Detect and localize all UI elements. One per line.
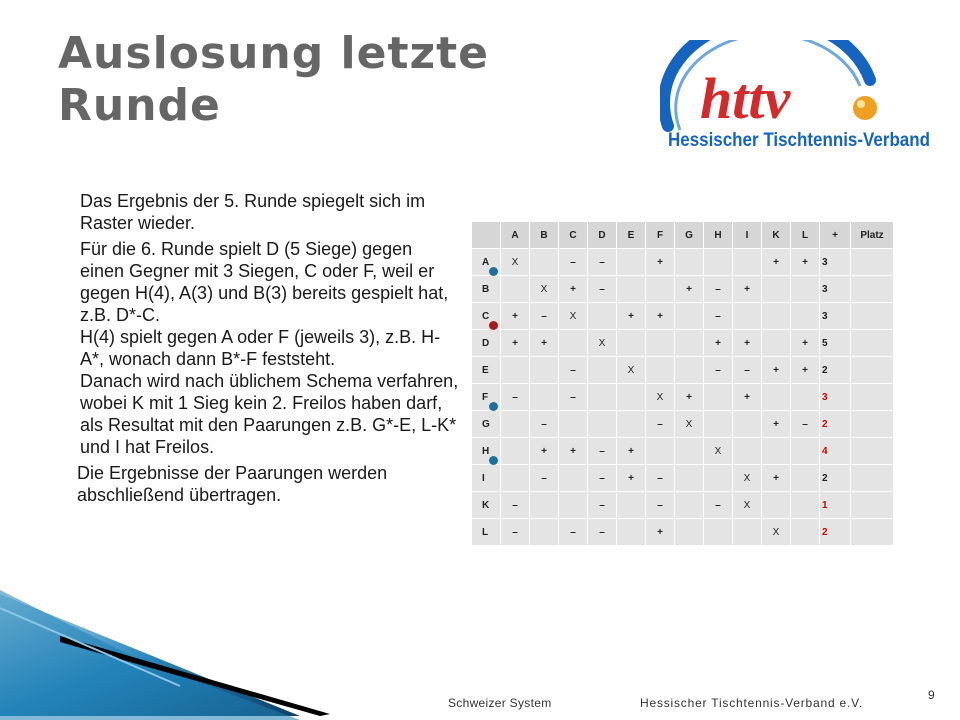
row-label: L [472, 519, 501, 546]
result-cell [617, 411, 646, 438]
result-cell: – [530, 465, 559, 492]
column-header: D [588, 222, 617, 249]
result-cell [704, 411, 733, 438]
result-cell: + [733, 276, 762, 303]
httv-logo [660, 40, 940, 160]
result-cell: – [501, 492, 530, 519]
row-label: G [472, 411, 501, 438]
result-cell [733, 303, 762, 330]
result-cell: – [530, 303, 559, 330]
platz-cell [851, 411, 894, 438]
result-cell [559, 465, 588, 492]
table-row [472, 438, 894, 465]
result-cell: – [646, 465, 675, 492]
result-cell [675, 249, 704, 276]
result-cell [530, 492, 559, 519]
result-cell [617, 276, 646, 303]
table-row [472, 492, 894, 519]
result-cell: + [675, 384, 704, 411]
result-cell [704, 249, 733, 276]
footer-left: Schweizer System [448, 696, 552, 710]
result-cell: – [501, 519, 530, 546]
column-header: H [704, 222, 733, 249]
result-cell [617, 519, 646, 546]
row-label: F [472, 384, 501, 411]
grid-header-row [472, 222, 894, 249]
result-cell [530, 519, 559, 546]
result-cell [617, 384, 646, 411]
result-cell: + [791, 330, 820, 357]
result-cell: + [791, 249, 820, 276]
result-cell [762, 438, 791, 465]
result-cell: X [501, 249, 530, 276]
column-header: G [675, 222, 704, 249]
result-cell [530, 357, 559, 384]
result-cell: + [791, 357, 820, 384]
points-cell: 3 [820, 303, 851, 330]
result-cell [588, 357, 617, 384]
result-cell: – [588, 465, 617, 492]
paragraph: Das Ergebnis der 5. Runde spiegelt sich im Raster wieder. [80, 191, 426, 233]
result-cell [762, 330, 791, 357]
result-cell: – [704, 492, 733, 519]
table-row [472, 411, 894, 438]
column-header: E [617, 222, 646, 249]
result-cell [617, 249, 646, 276]
result-cell [675, 465, 704, 492]
result-cell [733, 438, 762, 465]
result-cell [762, 276, 791, 303]
points-cell: 3 [820, 276, 851, 303]
result-cell [588, 384, 617, 411]
result-cell: + [646, 303, 675, 330]
result-cell: X [675, 411, 704, 438]
result-cell [501, 438, 530, 465]
result-cell [501, 411, 530, 438]
result-cell: + [762, 357, 791, 384]
column-header: B [530, 222, 559, 249]
result-cell: + [675, 276, 704, 303]
result-cell [791, 492, 820, 519]
platz-cell [851, 465, 894, 492]
platz-cell [851, 303, 894, 330]
result-cell: + [733, 384, 762, 411]
result-cell [675, 519, 704, 546]
paragraph: Die Ergebnisse der Paarungen werden abschließend übertragen. [77, 463, 388, 505]
result-cell [588, 411, 617, 438]
result-cell: – [646, 492, 675, 519]
row-label: D [472, 330, 501, 357]
result-cell: X [559, 303, 588, 330]
result-cell: – [704, 357, 733, 384]
result-cell: X [617, 357, 646, 384]
column-header: A [501, 222, 530, 249]
column-header: K [762, 222, 791, 249]
result-cell: + [646, 519, 675, 546]
result-cell: – [733, 357, 762, 384]
result-cell: + [646, 249, 675, 276]
result-cell: – [588, 249, 617, 276]
result-cell: X [733, 492, 762, 519]
result-cell: – [530, 411, 559, 438]
result-cell: – [588, 519, 617, 546]
decorative-swoosh [0, 590, 360, 720]
row-label: I [472, 465, 501, 492]
result-cell: + [704, 330, 733, 357]
result-cell: – [588, 276, 617, 303]
result-cell: – [559, 519, 588, 546]
column-header: Platz [851, 222, 894, 249]
result-cell: + [617, 438, 646, 465]
table-row [472, 330, 894, 357]
platz-cell [851, 357, 894, 384]
result-cell [501, 357, 530, 384]
result-cell: + [762, 249, 791, 276]
table-row [472, 357, 894, 384]
result-cell [530, 384, 559, 411]
result-cell: X [588, 330, 617, 357]
row-label: E [472, 357, 501, 384]
result-cell [704, 519, 733, 546]
result-cell: – [588, 492, 617, 519]
points-cell: 5 [820, 330, 851, 357]
points-cell: 2 [820, 519, 851, 546]
result-cell: X [733, 465, 762, 492]
result-cell [559, 411, 588, 438]
result-cell [791, 465, 820, 492]
points-cell: 4 [820, 438, 851, 465]
page-number: 9 [928, 688, 935, 702]
result-cell [762, 384, 791, 411]
row-label: A [472, 249, 501, 276]
table-row [472, 276, 894, 303]
result-cell [646, 357, 675, 384]
result-cell: + [530, 438, 559, 465]
points-cell: 3 [820, 384, 851, 411]
result-cell [762, 492, 791, 519]
row-label: K [472, 492, 501, 519]
logo-wordmark: httv [700, 66, 791, 131]
column-header: L [791, 222, 820, 249]
result-cell [675, 438, 704, 465]
column-header: I [733, 222, 762, 249]
result-cell: – [501, 384, 530, 411]
result-cell [733, 519, 762, 546]
result-cell [501, 465, 530, 492]
footer-right: Hessischer Tischtennis-Verband e.V. [640, 696, 863, 710]
result-cell: + [501, 330, 530, 357]
result-cell: + [501, 303, 530, 330]
result-cell [791, 519, 820, 546]
column-header: F [646, 222, 675, 249]
result-cell: X [704, 438, 733, 465]
points-cell: 2 [820, 465, 851, 492]
result-cell: + [559, 438, 588, 465]
result-cell [675, 492, 704, 519]
result-cell [617, 492, 646, 519]
result-cell [646, 330, 675, 357]
platz-cell [851, 384, 894, 411]
result-cell [762, 303, 791, 330]
result-cell: – [646, 411, 675, 438]
result-cell [646, 438, 675, 465]
result-cell [791, 384, 820, 411]
logo-subtitle: Hessischer Tischtennis-Verband [668, 129, 930, 151]
result-cell [733, 411, 762, 438]
result-cell: + [559, 276, 588, 303]
platz-cell [851, 330, 894, 357]
result-cell [791, 276, 820, 303]
result-cell [791, 438, 820, 465]
result-cell [675, 357, 704, 384]
result-cell: + [733, 330, 762, 357]
logo-ball-icon [853, 96, 877, 120]
result-cell: – [704, 276, 733, 303]
platz-cell [851, 276, 894, 303]
page-title: Auslosung letzte Runde [58, 28, 489, 131]
points-cell: 2 [820, 411, 851, 438]
result-cell: + [762, 465, 791, 492]
table-row [472, 519, 894, 546]
result-grid [471, 221, 894, 546]
result-cell [675, 330, 704, 357]
result-cell [704, 384, 733, 411]
paragraph: H(4) spielt gegen A oder F (jeweils 3), z.B. H-A*, wonach dann B*-F feststeht. [80, 327, 441, 369]
row-label: B [472, 276, 501, 303]
body-text [77, 190, 460, 510]
table-row [472, 384, 894, 411]
platz-cell [851, 492, 894, 519]
result-cell: + [762, 411, 791, 438]
result-cell [675, 303, 704, 330]
result-cell [646, 276, 675, 303]
result-cell [501, 276, 530, 303]
paragraph: Für die 6. Runde spielt D (5 Siege) gegen einen Gegner mit 3 Siegen, C oder F, weil er gegen H(4), A(3) und B(3) bereits gespielt hat, z.B. D*-C. [80, 239, 449, 325]
column-header: C [559, 222, 588, 249]
result-cell [559, 492, 588, 519]
row-label: C [472, 303, 501, 330]
result-cell: – [559, 249, 588, 276]
table-row [472, 249, 894, 276]
points-cell: 1 [820, 492, 851, 519]
result-cell [704, 465, 733, 492]
grid-corner [472, 222, 501, 249]
result-cell [617, 330, 646, 357]
platz-cell [851, 249, 894, 276]
result-cell: – [791, 411, 820, 438]
platz-cell [851, 519, 894, 546]
result-cell [791, 303, 820, 330]
result-cell: + [617, 465, 646, 492]
result-cell: – [588, 438, 617, 465]
table-row [472, 303, 894, 330]
row-label: H [472, 438, 501, 465]
result-cell: X [530, 276, 559, 303]
result-cell: X [646, 384, 675, 411]
result-cell [733, 249, 762, 276]
platz-cell [851, 438, 894, 465]
result-cell: + [617, 303, 646, 330]
column-header: + [820, 222, 851, 249]
result-cell: – [559, 357, 588, 384]
result-cell: X [762, 519, 791, 546]
points-cell: 3 [820, 249, 851, 276]
result-cell: + [530, 330, 559, 357]
result-cell [530, 249, 559, 276]
result-cell: – [704, 303, 733, 330]
table-row [472, 465, 894, 492]
result-cell: – [559, 384, 588, 411]
paragraph: Danach wird nach üblichem Schema verfahren, wobei K mit 1 Sieg kein 2. Freilos haben darf, als Resultat mit den Paarungen z.B. G*-E, L-K* und I hat Freilos. [80, 371, 459, 457]
points-cell: 2 [820, 357, 851, 384]
result-cell [559, 330, 588, 357]
result-cell [588, 303, 617, 330]
